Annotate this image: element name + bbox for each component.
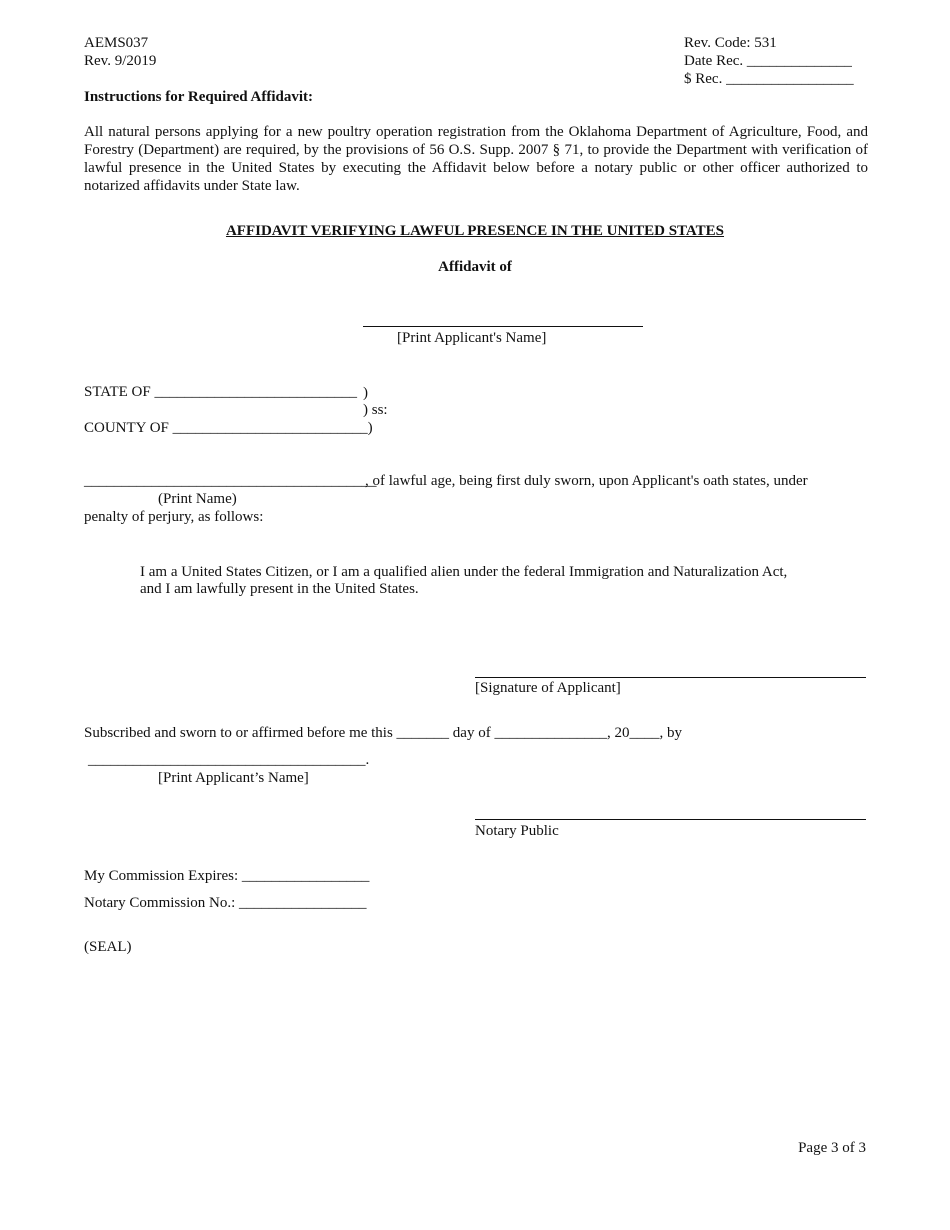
venue-ss: ) ss: bbox=[363, 402, 388, 418]
perjury-text: penalty of perjury, as follows: bbox=[84, 509, 264, 525]
applicant-signature-line bbox=[475, 677, 866, 678]
instructions-body: All natural persons applying for a new poultry operation registration from the Oklahoma Department of Agriculture, Food, and Forestry (Department) are required, by the provisions of 56 O.S. Supp. 2007 § 71, to provide the Department with verification of lawful presence in the United States by executing the Affidavit below before a notary public or other officer authorized to notarized affidavits under State law. bbox=[84, 124, 868, 194]
notary-signature-line bbox=[475, 819, 866, 820]
print-name-caption: (Print Name) bbox=[158, 491, 237, 507]
seal-label: (SEAL) bbox=[84, 939, 132, 955]
notary-print-applicant-name-label: [Print Applicant’s Name] bbox=[158, 770, 309, 786]
form-code: AEMS037 bbox=[84, 35, 149, 51]
form-revision: Rev. 9/2019 bbox=[84, 53, 157, 69]
lawful-presence-statement-line-1: I am a United States Citizen, or I am a qualified alien under the federal Immigration and Naturalization Act, bbox=[140, 564, 788, 580]
notary-public-label: Notary Public bbox=[475, 823, 559, 839]
affidavit-subtitle: Affidavit of bbox=[438, 259, 512, 275]
state-of-field: STATE OF ___________________________ bbox=[84, 384, 357, 400]
rev-code: Rev. Code: 531 bbox=[684, 35, 777, 51]
page-number: Page 3 of 3 bbox=[798, 1140, 866, 1156]
date-received-field: Date Rec. ______________ bbox=[684, 53, 852, 69]
affidavit-title: AFFIDAVIT VERIFYING LAWFUL PRESENCE IN THE UNITED STATES bbox=[225, 223, 725, 239]
venue-bracket: ) bbox=[363, 385, 368, 401]
affiant-name-blank: _______________________________________ bbox=[84, 473, 377, 489]
print-applicant-name-label: [Print Applicant's Name] bbox=[397, 330, 547, 346]
instructions-heading: Instructions for Required Affidavit: bbox=[84, 89, 314, 105]
amount-received-field: $ Rec. _________________ bbox=[684, 71, 854, 87]
lawful-presence-statement-line-2: and I am lawfully present in the United States. bbox=[140, 581, 419, 597]
applicant-name-line bbox=[363, 326, 643, 327]
signature-of-applicant-label: [Signature of Applicant] bbox=[475, 680, 621, 696]
sworn-statement: , of lawful age, being first duly sworn, upon Applicant's oath states, under bbox=[365, 473, 808, 489]
commission-expires-field: My Commission Expires: _________________ bbox=[84, 868, 370, 884]
notary-applicant-name-blank: _____________________________________. bbox=[88, 752, 370, 768]
commission-number-field: Notary Commission No.: _________________ bbox=[84, 895, 367, 911]
subscribed-sworn-text: Subscribed and sworn to or affirmed before me this _______ day of _______________, 20____, by bbox=[84, 725, 682, 741]
county-of-field: COUNTY OF __________________________) bbox=[84, 420, 373, 436]
